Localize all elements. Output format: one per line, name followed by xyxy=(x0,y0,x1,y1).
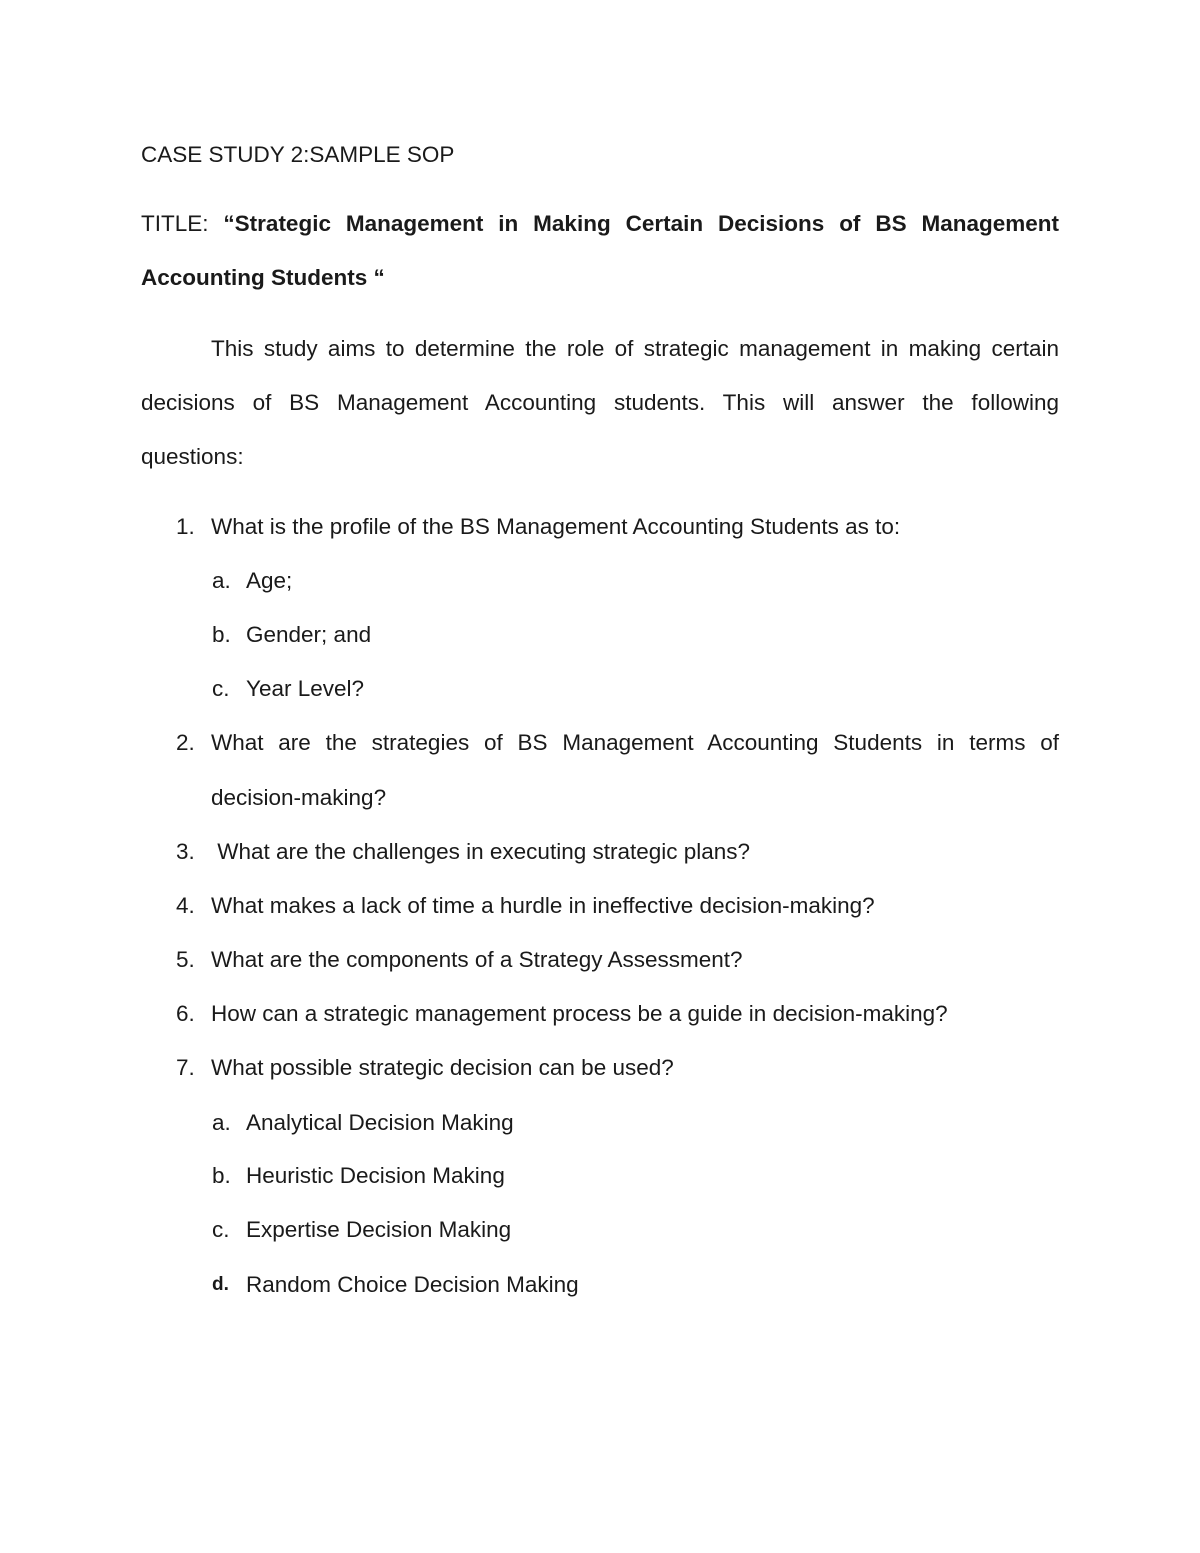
question-2-text-line-2: decision-making? xyxy=(211,785,387,810)
document-title-line-1 xyxy=(141,209,1059,239)
question-7-subitem-d-text: Random Choice Decision Making xyxy=(246,1272,579,1297)
question-7-subitem-d-letter: d. xyxy=(212,1274,229,1295)
question-7-subitem-a-text: Analytical Decision Making xyxy=(246,1110,514,1135)
question-7-subitem-c-text: Expertise Decision Making xyxy=(246,1217,512,1242)
intro-paragraph-line-3: questions: xyxy=(141,444,244,469)
question-5-number: 5. xyxy=(176,947,195,972)
question-5-text: What are the components of a Strategy Assessment? xyxy=(211,947,743,972)
question-4-number: 4. xyxy=(176,893,195,918)
question-7-subitem-b-letter: b. xyxy=(212,1163,231,1188)
question-1-subitem-a-text: Age; xyxy=(246,568,293,593)
question-1-subitem-a-letter: a. xyxy=(212,568,231,593)
question-1-text: What is the profile of the BS Management Accounting Students as to: xyxy=(211,514,901,539)
question-2-text-line-1: What are the strategies of BS Management Accounting Students in terms of xyxy=(211,730,1059,755)
question-3-text: What are the challenges in executing strategic plans? xyxy=(211,839,751,864)
question-1-subitem-c-text: Year Level? xyxy=(246,676,365,701)
question-1-subitem-c-letter: c. xyxy=(212,676,230,701)
title-prefix: TITLE: xyxy=(141,211,224,236)
question-1-subitem-b-text: Gender; and xyxy=(246,622,372,647)
question-7-number: 7. xyxy=(176,1055,195,1080)
question-7-subitem-c-letter: c. xyxy=(212,1217,230,1242)
question-7-text: What possible strategic decision can be used? xyxy=(211,1055,674,1080)
intro-paragraph-line-2: decisions of BS Management Accounting students. This will answer the following xyxy=(141,390,1059,415)
question-3-number: 3. xyxy=(176,839,195,864)
question-1-subitem-b-letter: b. xyxy=(212,622,231,647)
question-1-number: 1. xyxy=(176,514,195,539)
title-text-part-1: “Strategic Management in Making Certain Decisions of BS Management xyxy=(223,211,1060,236)
question-7-subitem-a-letter: a. xyxy=(212,1110,231,1135)
question-2-number: 2. xyxy=(176,730,195,755)
document-title-line-2: Accounting Students “ xyxy=(141,265,385,290)
question-6-number: 6. xyxy=(176,1001,195,1026)
question-7-subitem-b-text: Heuristic Decision Making xyxy=(246,1163,505,1188)
question-4-text: What makes a lack of time a hurdle in ineffective decision-making? xyxy=(211,893,875,918)
question-6-text: How can a strategic management process be a guide in decision-making? xyxy=(211,1001,948,1026)
document-heading: CASE STUDY 2:SAMPLE SOP xyxy=(141,142,455,167)
intro-paragraph-line-1: This study aims to determine the role of strategic management in making certain xyxy=(211,336,1059,361)
